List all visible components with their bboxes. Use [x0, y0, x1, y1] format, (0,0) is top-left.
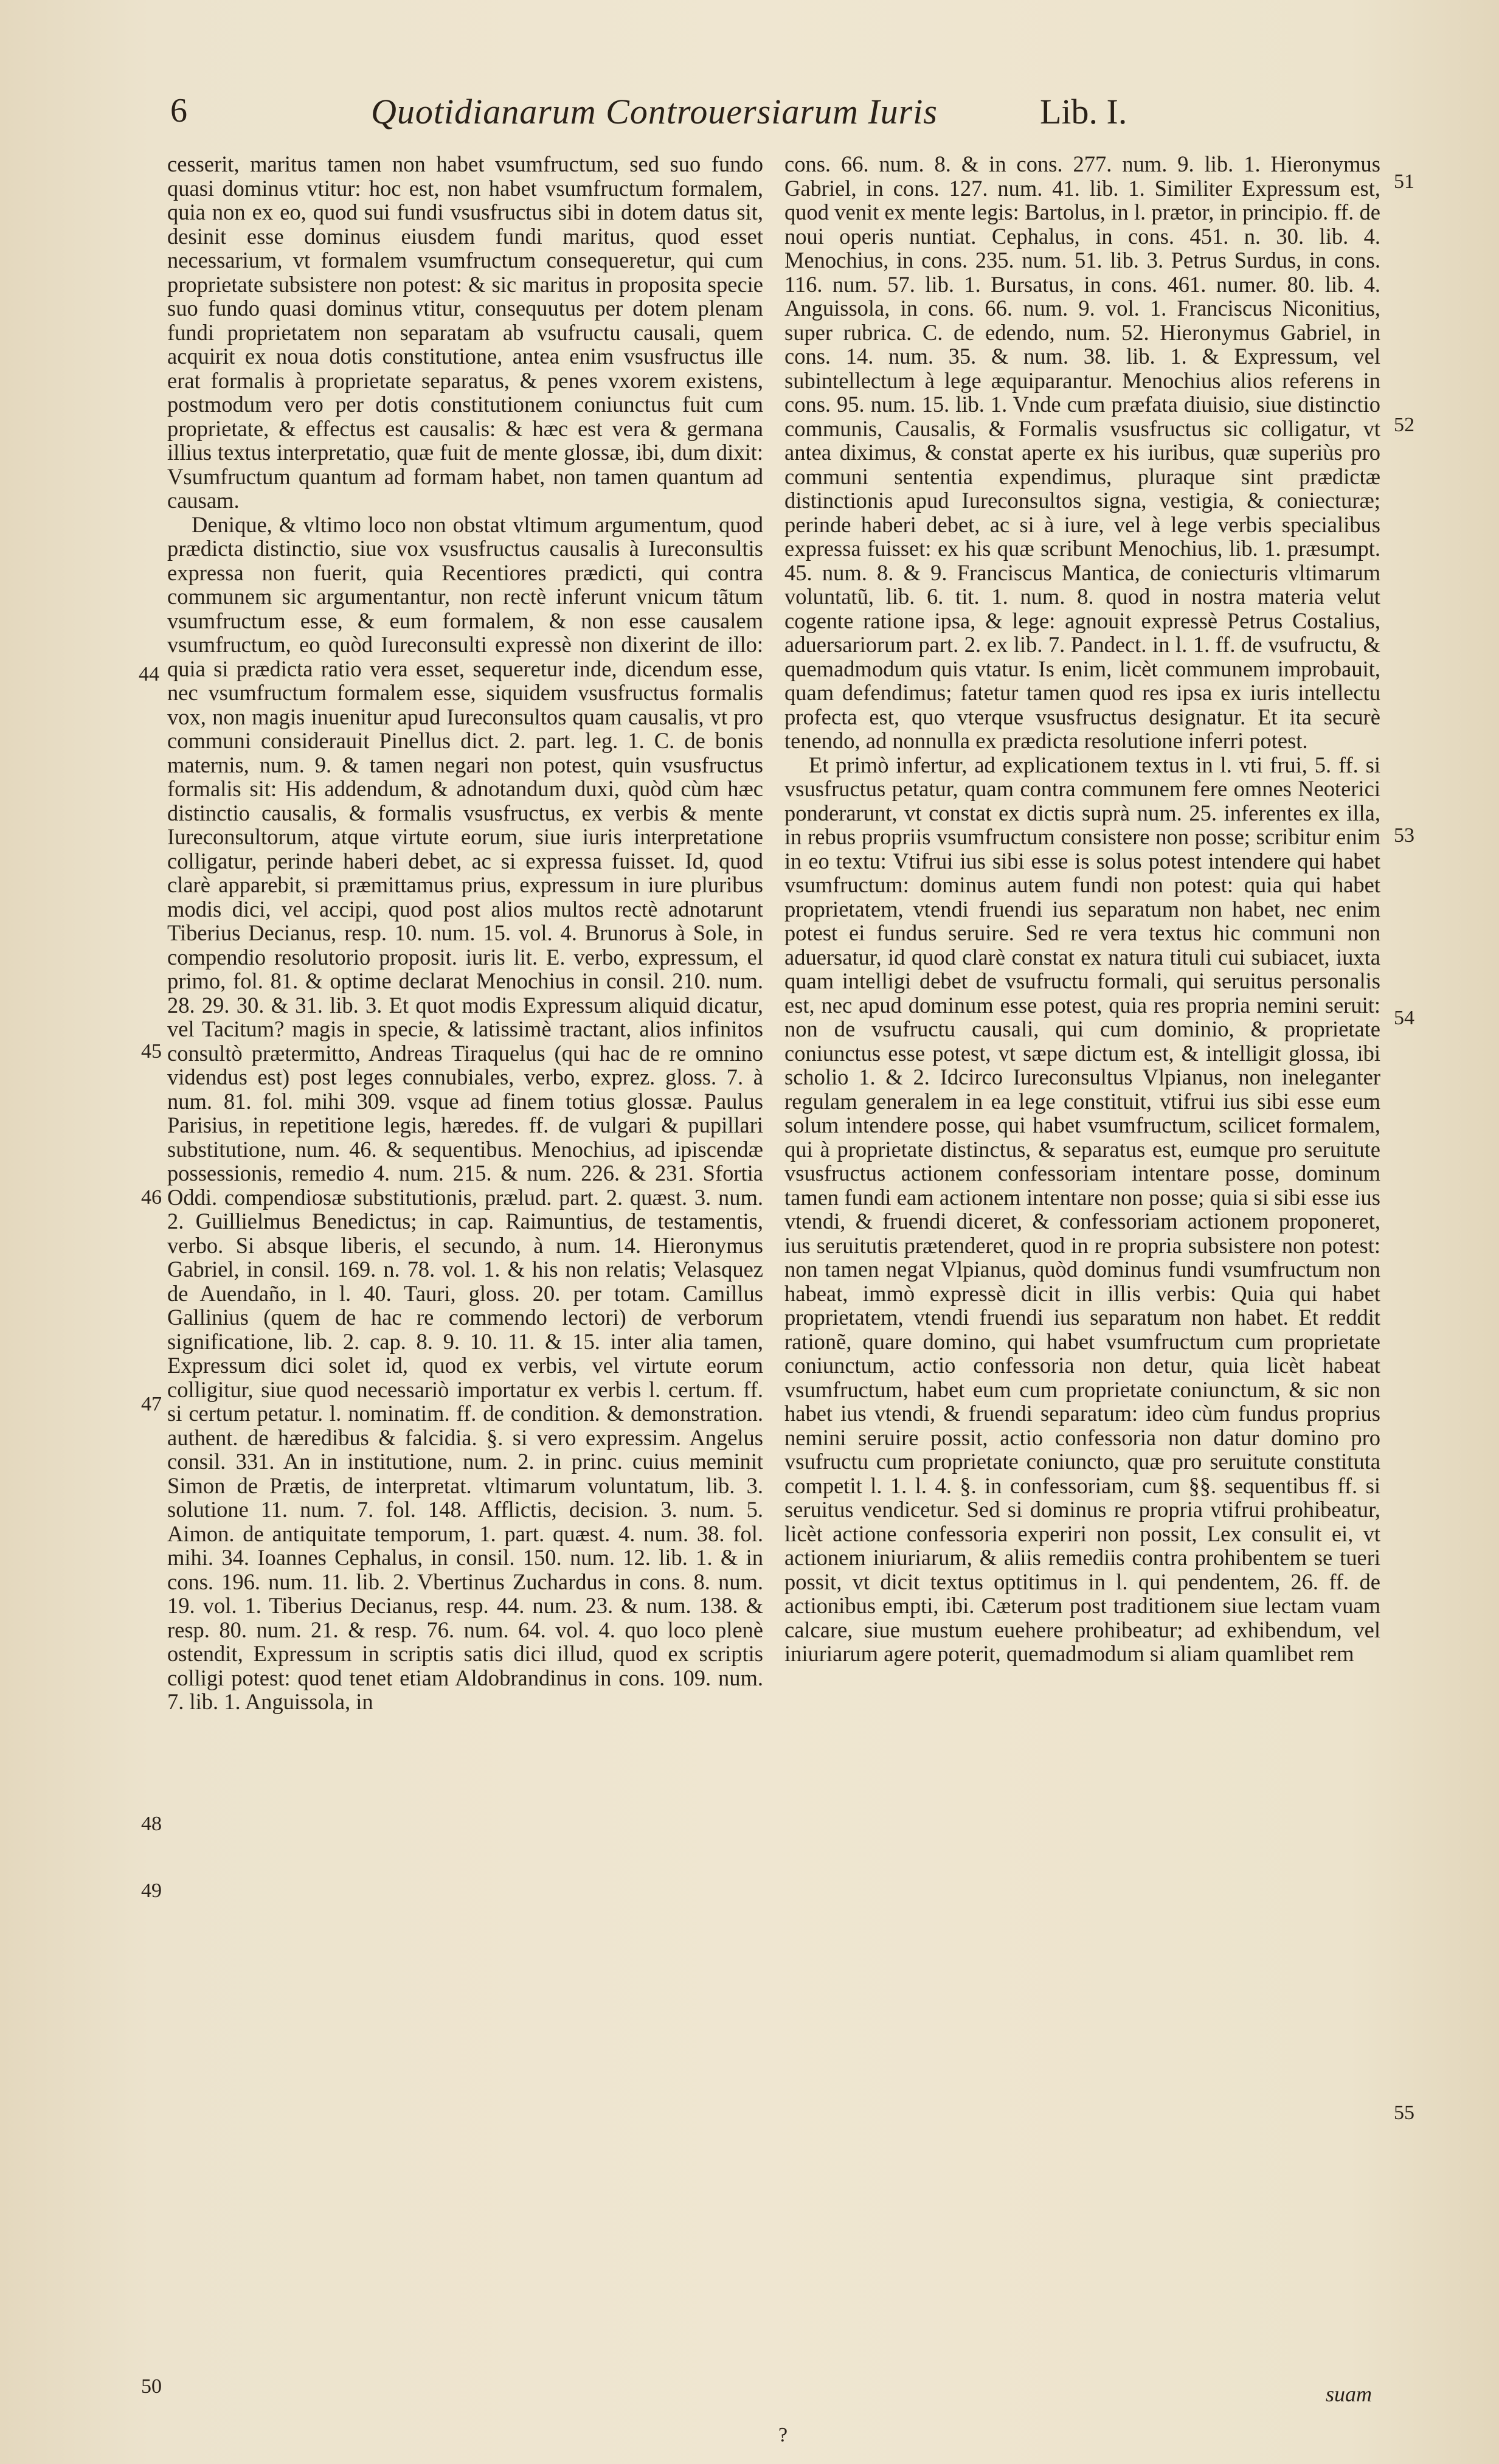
margin-number: 47: [141, 1393, 162, 1415]
book-label: Lib. I.: [1040, 92, 1127, 131]
running-header: [170, 91, 1180, 140]
margin-number: 55: [1394, 2101, 1414, 2124]
catchword: suam: [1326, 2382, 1373, 2406]
margin-number: 48: [141, 1813, 162, 1835]
margin-number: 54: [1394, 1007, 1414, 1029]
running-title: Quotidianarum Controuersiarum Iuris: [371, 92, 938, 131]
signature-mark: ?: [778, 2424, 788, 2446]
margin-number: 44: [139, 663, 159, 685]
margin-number: 46: [141, 1186, 162, 1209]
page-number: 6: [170, 92, 187, 130]
paragraph: Denique, & vltimo loco non obstat vltimum argumentum, quod prædicta distinctio, siue vox vsusfructus causalis à Iureconsultis expressa non fuerit, quia Recentiores prædicti, qui contra communem sic argumentantur, non rectè inferunt vnicum tãtum vsumfructum esse, & eum formalem, & non esse causalem vsumfructum, eo quòd Iureconsulti expressè non dixerint de illo: quia si prædicta ratio vera esset, sequeretur inde, dicendum esse, nec vsumfructum formalem esse, siquidem vsusfructus formalis vox, non magis inuenitur apud Iureconsultos quam causalis, vt pro communi considerauit Pinellus dict. 2. part. leg. 1. C. de bonis maternis, num. 9. & tamen negari non potest, quin vsusfructus formalis sit: His addendum, & adnotandum duxi, quòd cùm hæc distinctio causalis, & formalis vsusfructus, ex verbis & mente Iureconsultorum, atque virtute eorum, siue iuris interpretatione colligatur, perinde haberi debet, ac si expressa fuisset. Id, quod clarè apparebit, si præmittamus prius, expressum in iure pluribus modis dici, vel accipi, quod post alios multos rectè adnotarunt Tiberius Decianus, resp. 10. num. 15. vol. 4. Brunorus à Sole, in compendio resolutorio proposit. iuris lit. E. verbo, expressum, el primo, fol. 81. & optime declarat Menochius in consil. 210. num. 28. 29. 30. & 31. lib. 3. Et quot modis Expressum aliquid dicatur, vel Tacitum? magis in specie, & latissimè tractant, alios infinitos consultò prætermitto, Andreas Tiraquelus (qui hac de re omnino videndus est) post leges connubiales, verbo, exprez. gloss. 7. à num. 81. fol. mihi 309. vsque ad finem totius glossæ. Paulus Parisius, in repetitione legis, hæredes. ff. de vulgari & pupillari substitutione, num. 46. & sequentibus. Menochius, ad ipiscendæ possessionis, remedio 4. num. 215. & num. 226. & 231. Sfortia Oddi. compendiosæ substitutionis, prælud. part. 2. quæst. 3. num. 2. Guillielmus Benedictus; in cap. Raimuntius, de testamentis, verbo. Si absque liberis, el secundo, à num. 14. Hieronymus Gabriel, in consil. 169. n. 78. vol. 1. & his non relatis; Velasquez de Auendaño, in l. 40. Tauri, gloss. 20. per totam. Camillus Gallinius (quem de hac re commendo lectori) de verborum significatione, lib. 2. cap. 8. 9. 10. 11. & 15. inter alia tamen, Expressum dici solet id, quod ex verbis, vel virtute eorum colligitur, siue quod necessariò importatur ex verbis l. certum. ff. si certum petatur. l. nominatim. ff. de condition. & demonstration. authent. de hæredibus & falcidia. §. si vero expressim. Angelus consil. 331. An in institutione, num. 2. in princ. cuius meminit Simon de Prætis, de interpretat. vltimarum voluntatum, lib. 3. solutione 11. num. 7. fol. 148. Afflictis, decision. 3. num. 5. Aimon. de antiquitate temporum, 1. part. quæst. 4. num. 38. fol. mihi. 34. Ioannes Cephalus, in consil. 150. num. 12. lib. 1. & in cons. 196. num. 11. lib. 2. Vbertinus Zuchardus in cons. 8. num. 19. vol. 1. Tiberius Decianus, resp. 44. num. 23. & num. 138. & resp. 80. num. 21. & resp. 76. num. 64. vol. 4. quo loco plenè ostendit, Expressum in scriptis satis dici illud, quod ex scriptis colligi potest: quod tenet etiam Aldobrandinus in cons. 109. num. 7. lib. 1. Anguissola, in: [167, 512, 763, 1714]
margin-number: 51: [1394, 170, 1414, 193]
paragraph: Et primò infertur, ad explicationem textus in l. vti frui, 5. ff. si vsusfructus petatur, quam contra communem fere omnes Neoterici ponderarunt, vt constat ex dictis suprà num. 25. inferentes ex illa, in rebus propriis vsumfructum consistere non posse; scribitur enim in eo textu: Vtifrui ius sibi esse is solus potest intendere qui habet vsumfructum: dominus autem fundi non potest: quia qui habet proprietatem, vtendi fruendi ius separatum non habet, nec enim potest ei fundus seruire. Sed re vera textus hic communi non aduersatur, id quod clarè constat ex natura tituli cui subiacet, iuxta quam intelligi debet de vsufructu formali, qui seruitus personalis est, nec apud dominum esse potest, quia res propria nemini seruit: non de vsufructu causali, qui cum dominio, & proprietate coniunctus esse potest, vt sæpe dictum est, & intelligit glossa, ibi scholio 1. & 2. Idcirco Iureconsultus Vlpianus, non ineleganter regulam generalem in ea lege constituit, vtifrui ius sibi esse eum solum intendere posse, qui habet vsumfructum, scilicet formalem, qui à proprietate distinctus, & separatus est, eumque pro seruitute vsusfructus actionem confessoriam intentare posse, dominum tamen fundi eam actionem intentare non posse; quia si sibi esse ius vtendi, & fruendi diceret, & confessoriam actionem proponeret, ius seruitutis prætenderet, quod in re propria subsistere non potest: non tamen negat Vlpianus, quòd dominus fundi vsumfructum non habeat, immò expressè dicit in illis verbis: Quia qui habet proprietatem, vtendi fruendi ius separatum non habet. Et reddit rationẽ, quare domino, qui habet vsumfructum cum proprietate coniunctum, actio confessoria non detur, quia licèt habeat vsumfructum, habet eum cum proprietate coniunctum, & sic non habet ius vtendi, & fruendi separatum: ideo cùm fundus proprius nemini seruire possit, actio confessoria non datur domino pro vsufructu cum proprietate coniuncto, quæ pro seruitute constituta competit l. 1. l. 4. §. in confessoriam, cum §§. sequentibus ff. si seruitus vendicetur. Sed si dominus re propria vtifrui prohibeatur, licèt actione confessoria experiri non possit, Lex consulit ei, vt actionem iniuriarum, & aliis remediis contra prohibentem se tueri possit, vt dicit textus optitimus in l. qui pendentem, 26. ff. de actionibus empti, ibi. Cæterum post traditionem siue lectam vuam calcare, siue mustum euehere prohibeatur; ad exhibendum, vel iniuriarum agere poterit, quemadmodum si aliam quamlibet rem: [784, 752, 1380, 1666]
margin-number: 50: [141, 2375, 162, 2398]
margin-number: 52: [1394, 414, 1414, 436]
paragraph: cons. 66. num. 8. & in cons. 277. num. 9. lib. 1. Hieronymus Gabriel, in cons. 127. num. 41. lib. 1. Similiter Expressum est, quod venit ex mente legis: Bartolus, in l. prætor, in principio. ff. de noui operis nuntiat. Cephalus, in cons. 451. n. 30. lib. 4. Menochius, in cons. 235. num. 51. lib. 3. Petrus Surdus, in cons. 116. num. 57. lib. 1. Bursatus, in cons. 461. numer. 80. lib. 4. Anguissola, in cons. 66. num. 9. vol. 1. Franciscus Niconitius, super rubrica. C. de edendo, num. 52. Hieronymus Gabriel, in cons. 14. num. 35. & num. 38. lib. 1. & Expressum, vel subintellectum à lege æquiparantur. Menochius alios referens in cons. 95. num. 15. lib. 1. Vnde cum præfata diuisio, siue distinctio communis, Causalis, & Formalis vsusfructus sic colligatur, vt antea diximus, & constat aperte ex his iuribus, quæ superiùs pro communi sententia expendimus, pluraque sint prædictæ distinctionis apud Iureconsultos signa, vestigia, & coniecturæ; perinde haberi debet, ac si à iure, vel à lege verbis specialibus expressa fuisset: ex his quæ scribunt Menochius, lib. 1. præsumpt. 45. num. 8. & 9. Franciscus Mantica, de coniecturis vltimarum voluntatũ, lib. 6. tit. 1. num. 8. quod in nostra materia velut cogente ratione ipsa, & lege: agnouit expressè Petrus Costalius, aduersariorum part. 2. ex lib. 7. Pandect. in l. 1. ff. de vsufructu, & quemadmodum quis vtatur. Is enim, licèt communem improbauit, quam defendimus; fatetur tamen quod res ipsa ex iuris intellectu profecta est, quo vterque vsusfructus designatur. Et ita securè tenendo, ad nonnulla ex prædicta resolutione inferri potest.: [784, 151, 1380, 753]
margin-number: 45: [141, 1040, 162, 1063]
margin-number: 49: [141, 1879, 162, 1902]
left-column: [167, 152, 763, 1714]
right-column: [784, 152, 1380, 1666]
paragraph: cesserit, maritus tamen non habet vsumfructum, sed suo fundo quasi dominus vtitur: hoc est, non habet vsumfructum formalem, quia non ex eo, quod sui fundi vsusfructus sibi in dotem datus sit, desinit esse dominus eiusdem fundi maritus, quod esset necessarium, vt formalem vsumfructum consequeretur, qui cum proprietate subsistere non potest: & sic maritus in proposita specie suo fundo quasi dominus vtitur, consequutus per dotem plenam fundi proprietatem non separatam ab vsufructu causali, quem acquirit ex noua dotis constitutione, antea enim vsusfructus ille erat formalis à proprietate separatus, & penes vxorem existens, postmodum vero per dotis constitutionem coniunctus fuit cum proprietate, & effectus est causalis: & hæc est vera & germana illius textus interpretatio, quæ fuit de mente glossæ, ibi, dum dixit: Vsumfructum quantum ad formam habet, non tamen quantum ad causam.: [167, 151, 763, 513]
margin-number: 53: [1394, 824, 1414, 847]
